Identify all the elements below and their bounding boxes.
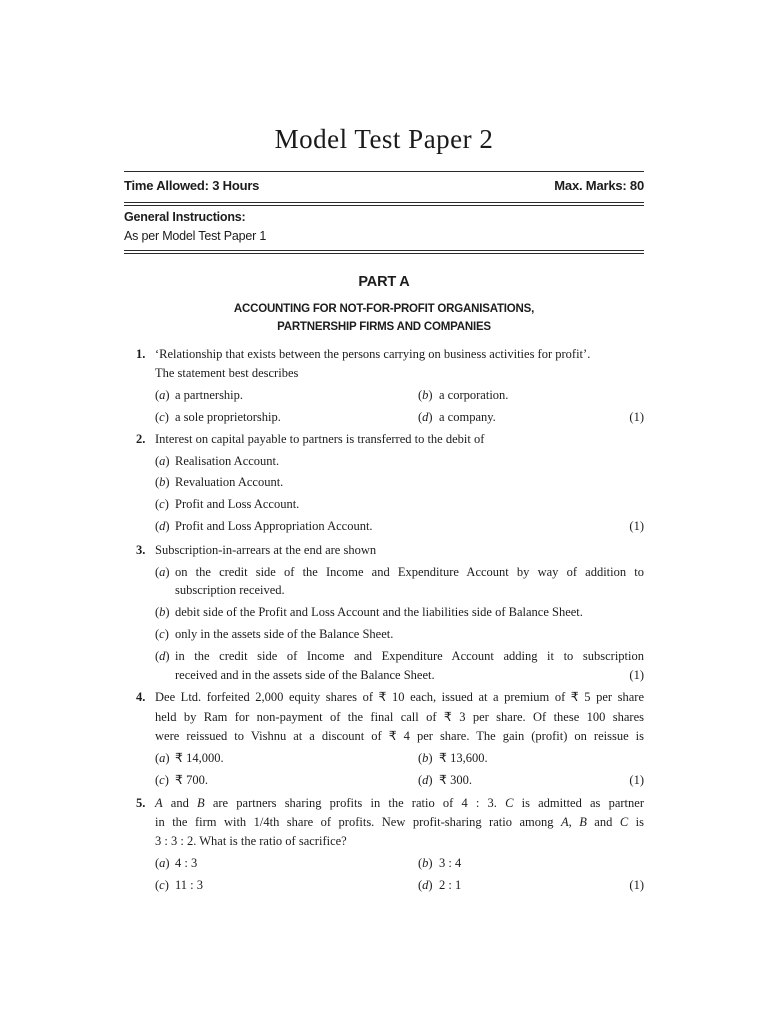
- question-1-options-row-2: [124, 409, 644, 425]
- question-3-option-d: [124, 648, 644, 664]
- general-instructions-heading: General Instructions:: [124, 210, 246, 224]
- question-2-option-c: [124, 496, 644, 512]
- marks: (1): [629, 410, 644, 424]
- question-text: in the firm with 1/4th share of profits. New profit-sharing ratio among A, B and C is: [155, 815, 644, 829]
- option-text: ₹ 700.: [175, 773, 208, 787]
- option-text: debit side of the Profit and Loss Account and the liabilities side of Balance Sheet.: [175, 605, 583, 619]
- question-5: [124, 795, 644, 811]
- question-4: [124, 689, 644, 705]
- option-text: a sole proprietorship.: [175, 410, 281, 424]
- question-3-option-a: [124, 564, 644, 580]
- part-heading: PART A: [358, 274, 410, 290]
- option-text-continued: received and in the assets side of the Balance Sheet.: [175, 668, 435, 682]
- max-marks: Max. Marks: 80: [554, 178, 644, 193]
- option-text: ₹ 300.: [439, 773, 472, 787]
- marks: (1): [629, 519, 644, 533]
- double-rule-bottom-b: [124, 253, 644, 254]
- option-text: only in the assets side of the Balance Sheet.: [175, 627, 394, 641]
- question-text: were reissued to Vishnu at a discount of ₹ 4 per share. The gain (profit) on reissue is: [155, 729, 644, 743]
- option-text: Revaluation Account.: [175, 475, 284, 489]
- marks: (1): [629, 668, 644, 682]
- question-1: [124, 346, 644, 362]
- option-label: ( c ): [155, 772, 169, 788]
- question-3-option-a-cont: [124, 582, 644, 598]
- question-number: 2.: [136, 432, 146, 446]
- section-heading-line-2: PARTNERSHIP FIRMS AND COMPANIES: [277, 321, 491, 333]
- option-label: ( a ): [155, 387, 170, 403]
- question-text: held by Ram for non-payment of the final call of ₹ 3 per share. Of these 100 shares: [155, 710, 644, 724]
- option-text-continued: subscription received.: [175, 583, 285, 597]
- option-label: ( c ): [155, 877, 169, 893]
- question-2-option-b: [124, 474, 644, 490]
- question-4-options-row-1: [124, 750, 644, 766]
- option-text: ₹ 14,000.: [175, 751, 224, 765]
- question-4-options-row-2: [124, 772, 644, 788]
- question-text: Subscription-in-arrears at the end are shown: [155, 543, 377, 557]
- option-label: ( b ): [418, 387, 433, 403]
- option-text: on the credit side of the Income and Expenditure Account by way of addition to: [175, 565, 644, 579]
- time-allowed: Time Allowed: 3 Hours: [124, 178, 260, 193]
- question-number: 1.: [136, 347, 146, 361]
- option-text: Profit and Loss Appropriation Account.: [175, 519, 373, 533]
- question-1-line-2: [124, 365, 644, 381]
- option-label: ( a ): [155, 855, 170, 871]
- marks: (1): [629, 878, 644, 892]
- question-2-option-a: [124, 453, 644, 469]
- option-label: ( a ): [155, 564, 170, 580]
- option-text: in the credit side of Income and Expenditure Account adding it to subscription: [175, 649, 644, 663]
- question-4-line-3: [124, 728, 644, 744]
- option-label: ( b ): [155, 604, 170, 620]
- question-text: A and B are partners sharing profits in the ratio of 4 : 3. C is admitted as partner: [155, 796, 644, 810]
- option-text: ₹ 13,600.: [439, 751, 488, 765]
- double-rule-top-a: [124, 202, 644, 203]
- option-text: a company.: [439, 410, 496, 424]
- option-label: ( c ): [155, 409, 169, 425]
- option-label: ( a ): [155, 750, 170, 766]
- question-4-line-2: [124, 709, 644, 725]
- option-label: ( d ): [155, 648, 170, 664]
- question-3: [124, 542, 644, 558]
- option-text: 3 : 4: [439, 856, 462, 870]
- option-text: a partnership.: [175, 388, 244, 402]
- question-5-line-2: [124, 814, 644, 830]
- option-text: Profit and Loss Account.: [175, 497, 300, 511]
- option-label: ( b ): [418, 855, 433, 871]
- question-2: [124, 431, 644, 447]
- option-text: 2 : 1: [439, 878, 462, 892]
- question-text: 3 : 3 : 2. What is the ratio of sacrifice?: [155, 834, 347, 848]
- question-5-line-3: [124, 833, 644, 849]
- option-label: ( d ): [418, 409, 433, 425]
- question-3-option-b: [124, 604, 644, 620]
- option-label: ( a ): [155, 453, 170, 469]
- option-label: ( b ): [418, 750, 433, 766]
- option-label: ( d ): [418, 877, 433, 893]
- question-3-option-d-cont: [124, 667, 644, 683]
- question-text: Interest on capital payable to partners is transferred to the debit of: [155, 432, 485, 446]
- double-rule-top-b: [124, 205, 644, 206]
- option-label: ( c ): [155, 496, 169, 512]
- option-label: ( d ): [418, 772, 433, 788]
- option-label: ( c ): [155, 626, 169, 642]
- general-instructions-text: As per Model Test Paper 1: [124, 229, 267, 243]
- option-text: 4 : 3: [175, 856, 198, 870]
- question-text: The statement best describes: [155, 366, 299, 380]
- question-text: ‘Relationship that exists between the persons carrying on business activities for profit’.: [155, 347, 591, 361]
- question-number: 5.: [136, 796, 146, 810]
- double-rule-bottom-a: [124, 250, 644, 251]
- page-title: Model Test Paper 2: [274, 124, 494, 154]
- question-2-option-d: [124, 518, 644, 534]
- section-heading-line-1: ACCOUNTING FOR NOT-FOR-PROFIT ORGANISATIONS,: [233, 303, 535, 315]
- question-5-options-row-1: [124, 855, 644, 871]
- question-1-options-row-1: [124, 387, 644, 403]
- question-3-option-c: [124, 626, 644, 642]
- exam-meta-row: [124, 178, 644, 193]
- option-label: ( b ): [155, 474, 170, 490]
- question-text: Dee Ltd. forfeited 2,000 equity shares of ₹ 10 each, issued at a premium of ₹ 5 per share: [155, 690, 644, 704]
- option-text: 11 : 3: [175, 878, 204, 892]
- option-text: Realisation Account.: [175, 454, 280, 468]
- option-label: ( d ): [155, 518, 170, 534]
- top-rule: [124, 171, 644, 172]
- option-text: a corporation.: [439, 388, 509, 402]
- marks: (1): [629, 773, 644, 787]
- question-number: 3.: [136, 543, 146, 557]
- question-number: 4.: [136, 690, 146, 704]
- question-5-options-row-2: [124, 877, 644, 893]
